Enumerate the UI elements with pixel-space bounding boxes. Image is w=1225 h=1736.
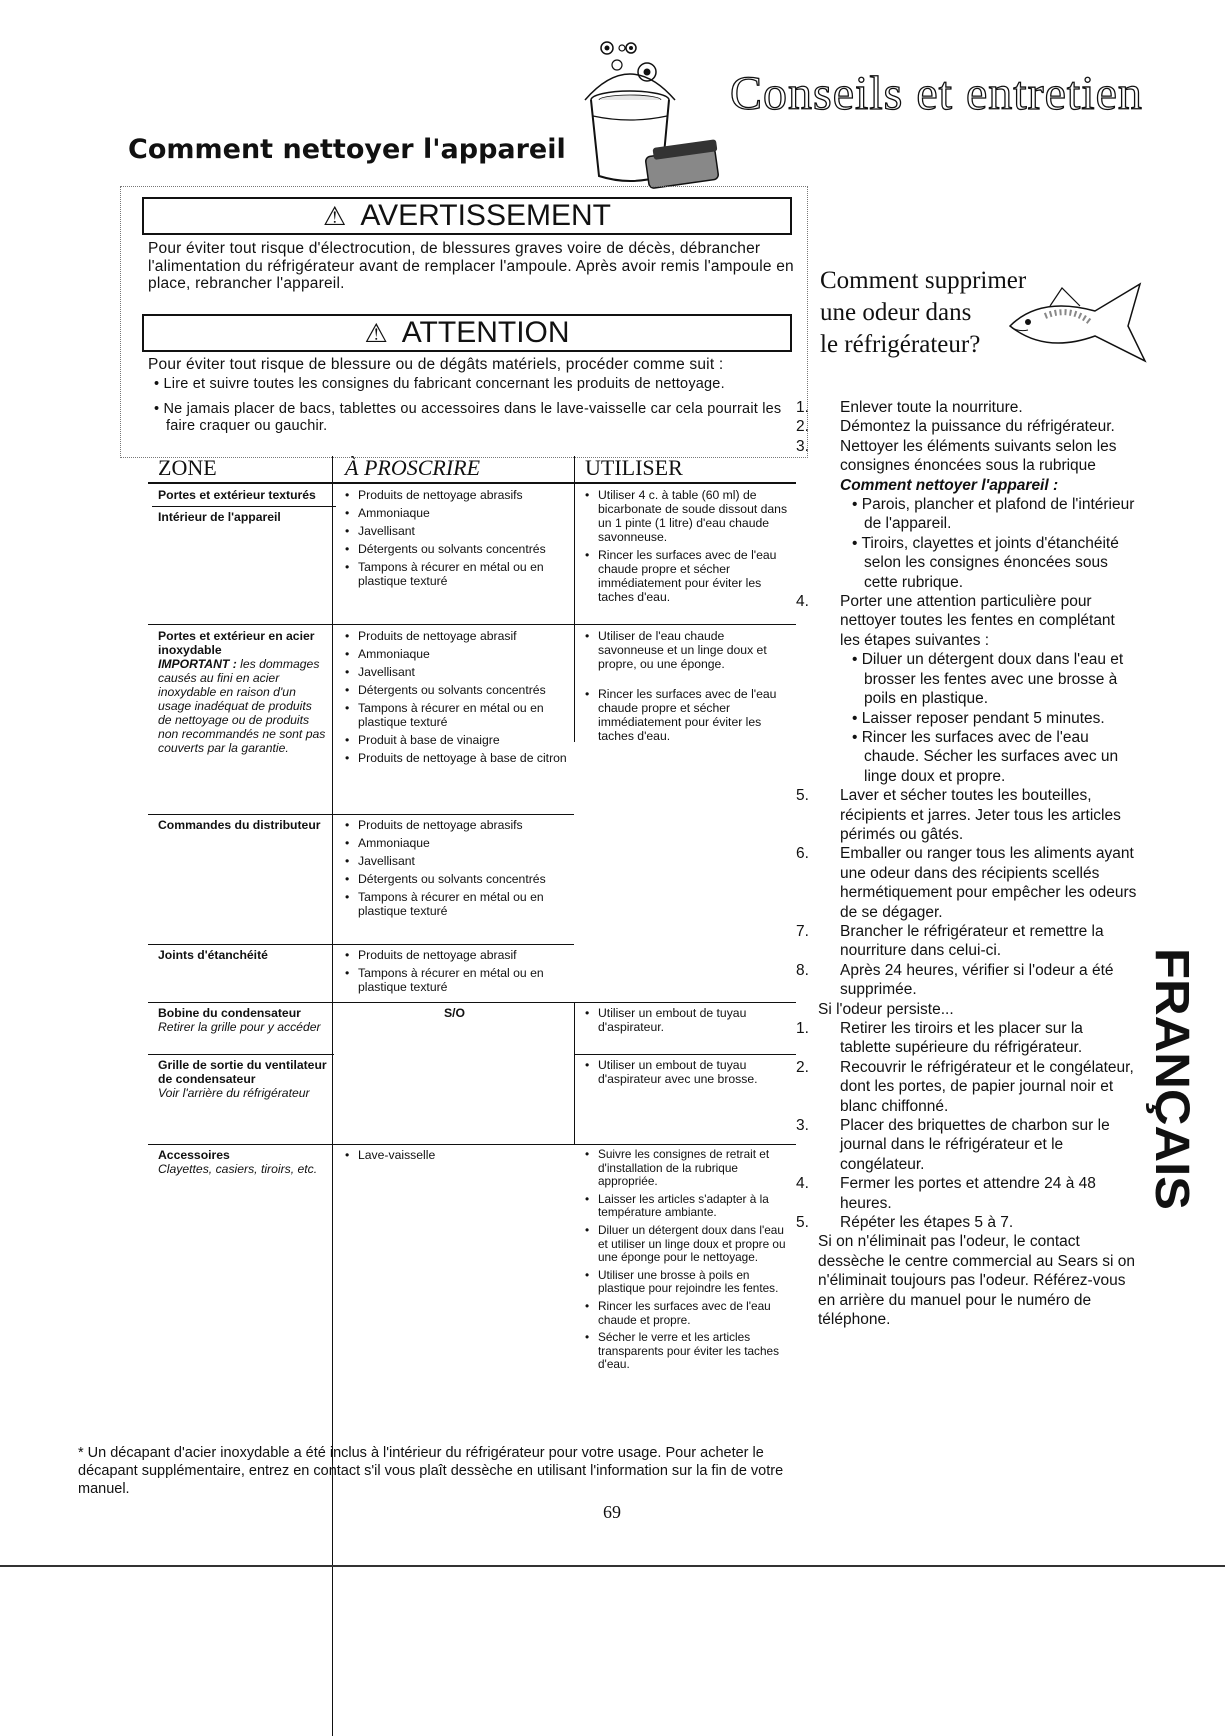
table-cell-zone: Joints d'étanchéité (158, 948, 268, 962)
list-item: 5. Laver et sécher toutes les bouteilles, récipients et jarres. Jeter tous les articles périmés ou gâtés. (796, 787, 1121, 843)
list-item: • Produits de nettoyage abrasifs (342, 818, 567, 832)
column-header-zone: ZONE (158, 455, 217, 480)
list-item: • Utiliser un embout de tuyau d'aspirateur avec une brosse. (582, 1058, 792, 1086)
table-cell-use (582, 488, 792, 608)
table-cell-zone: Portes et extérieur texturés Intérieur de l'appareil (158, 488, 326, 524)
list-item: • Tampons à récurer en métal ou en plastique texturé (342, 560, 567, 588)
table-cell-use (582, 629, 792, 747)
list-item: • Produits de nettoyage abrasif (342, 629, 567, 643)
list-item: 4. Fermer les portes et attendre 24 à 48 heures. (796, 1175, 1096, 1212)
persist-label: Si l'odeur persiste... (818, 1000, 954, 1018)
list-item: • Produits de nettoyage à base de citron (342, 751, 567, 765)
list-item: • Lire et suivre toutes les consignes du fabricant concernant les produits de nettoyage. (154, 375, 725, 392)
list-item: • Tampons à récurer en métal ou en plastique texturé (342, 966, 567, 994)
caution-text: Pour éviter tout risque de blessure ou de dégâts matériels, procéder comme suit : (148, 356, 724, 373)
column-divider (574, 1002, 575, 1144)
list-item: • Rincer les surfaces avec de l'eau chaude propre et sécher immédiatement pour éviter les taches d'eau. (582, 548, 792, 604)
list-item: 2. Démontez la puissance du réfrigérateur. (796, 418, 1115, 436)
table-cell-avoid (342, 488, 567, 592)
caution-title: ATTENTION (401, 316, 570, 349)
list-item: 1. Enlever toute la nourriture. (796, 399, 1023, 416)
list-item: • Laisser les articles s'adapter à la température ambiante. (582, 1193, 792, 1220)
column-header-use: UTILISER (585, 455, 683, 480)
table-cell-avoid (342, 1148, 567, 1166)
list-item: • Suivre les consignes de retrait et d'installation de la rubrique appropriée. (582, 1148, 792, 1189)
list-item: • Parois, plancher et plafond de l'intérieur de l'appareil. (852, 496, 1135, 533)
list-item: 4. Porter une attention particulière pour nettoyer toutes les fentes en complétant les étapes suivantes : (796, 593, 1115, 649)
list-item: • Produit à base de vinaigre (342, 733, 567, 747)
list-item: 3. Nettoyer les éléments suivants selon les consignes énoncées sous la rubrique Comment nettoyer l'appareil : (796, 437, 1117, 494)
warning-triangle-icon: ⚠ (323, 201, 347, 231)
list-item: 8. Après 24 heures, vérifier si l'odeur a été supprimée. (796, 961, 1114, 999)
list-item: 2. Recouvrir le réfrigérateur et le congélateur, dont les portes, de papier journal noir et blanc chiffonné. (796, 1058, 1134, 1115)
list-item: • Détergents ou solvants concentrés (342, 872, 567, 886)
list-item: • Javellisant (342, 524, 567, 538)
column-divider (332, 456, 333, 1736)
list-item: • Utiliser une brosse à poils en plastique pour rejoindre les fentes. (582, 1269, 792, 1296)
section-title: Conseils et entretien (730, 67, 1143, 120)
row-divider (148, 944, 574, 945)
list-item: • Rincer les surfaces avec de l'eau chaude. Sécher les surfaces avec un linge doux et propre. (852, 728, 1119, 785)
list-item: 1. Retirer les tiroirs et les placer sur la tablette supérieure du réfrigérateur. (796, 1020, 1083, 1057)
bottom-rule (0, 1565, 1225, 1567)
list-item: • Ammoniaque (342, 506, 567, 520)
list-item: 3. Placer des briquettes de charbon sur le journal dans le réfrigérateur et le congélateur. (796, 1117, 1110, 1173)
list-item: • Utiliser de l'eau chaude savonneuse et un linge doux et propre, ou une éponge. (582, 629, 792, 671)
odor-instructions (796, 398, 1138, 1330)
list-item: 5. Répéter les étapes 5 à 7. (796, 1214, 1014, 1232)
table-cell-avoid (342, 629, 567, 769)
list-item: • Diluer un détergent doux dans l'eau et brosser les fentes avec une brosse à poils en plastique. (852, 651, 1124, 708)
list-item: • Tampons à récurer en métal ou en plastique texturé (342, 701, 567, 729)
list-item: • Ammoniaque (342, 836, 567, 850)
row-divider (574, 1054, 796, 1055)
caution-banner (142, 314, 792, 352)
language-tab (1140, 948, 1200, 1210)
table-cell-use (582, 1058, 792, 1090)
list-item: • Lave-vaisselle (342, 1148, 567, 1162)
table-cell-avoid (342, 948, 567, 998)
list-item: • Rincer les surfaces avec de l'eau chaude propre et sécher immédiatement pour éviter les taches d'eau. (582, 687, 792, 743)
row-divider (148, 1144, 796, 1145)
page-number: 69 (603, 1502, 621, 1522)
table-cell-use (582, 1148, 792, 1376)
odor-closing: Si on n'éliminait pas l'odeur, le contact dessèche le centre commercial au Sears si on n'éliminait toujours pas l'odeur. Référez-vous en arrière du manuel pour le numéro de téléphone. (818, 1233, 1136, 1329)
row-divider (148, 814, 574, 815)
caution-triangle-icon: ⚠ (364, 318, 388, 348)
table-cell-avoid (342, 818, 567, 922)
list-item: • Produits de nettoyage abrasifs (342, 488, 567, 502)
list-item: • Sécher le verre et les articles transparents pour éviter les taches d'eau. (582, 1331, 792, 1372)
odor-section-title: Comment supprimer une odeur dans le réfrigérateur? (820, 267, 1027, 358)
page-subtitle: Comment nettoyer l'appareil (128, 134, 566, 165)
list-item: • Javellisant (342, 665, 567, 679)
list-item: • Tampons à récurer en métal ou en plastique texturé (342, 890, 567, 918)
list-item: • Laisser reposer pendant 5 minutes. (852, 709, 1105, 727)
list-item: • Utiliser un embout de tuyau d'aspirateur. (582, 1006, 792, 1034)
column-header-avoid: À PROSCRIRE (345, 455, 481, 480)
list-item: • Tiroirs, clayettes et joints d'étanchéité selon les consignes énoncées sous cette rubrique. (852, 534, 1119, 591)
caution-list (148, 376, 798, 435)
fish-icon (1000, 276, 1150, 366)
bucket-icon (575, 40, 735, 190)
row-divider (148, 624, 796, 625)
table-cell-avoid: S/O (444, 1006, 465, 1020)
list-item: • Rincer les surfaces avec de l'eau chaude et propre. (582, 1300, 792, 1327)
row-divider (148, 1054, 334, 1055)
warning-title: AVERTISSEMENT (360, 199, 611, 232)
language-tab-label: FRANÇAIS (1145, 948, 1198, 1196)
footnote: * Un décapant d'acier inoxydable a été inclus à l'intérieur du réfrigérateur pour votre usage. Pour acheter le décapant supplémentaire, entrez en contact s'il vous plaît dessèche en utilisant l'information sur la fin de votre manuel. (78, 1445, 784, 1497)
table-cell-use (582, 1006, 792, 1038)
caution-body (148, 356, 798, 435)
column-divider (574, 456, 575, 742)
table-cell-zone: Bobine du condensateur Retirer la grille pour y accéder (158, 1006, 321, 1034)
table-cell-zone: Commandes du distributeur (158, 818, 321, 832)
list-item: 7. Brancher le réfrigérateur et remettre la nourriture dans celui-ci. (796, 922, 1104, 960)
list-item: • Diluer un détergent doux dans l'eau et utiliser un linge doux et propre ou une éponge pour le nettoyage. (582, 1224, 792, 1265)
list-item: • Javellisant (342, 854, 567, 868)
list-item: • Produits de nettoyage abrasif (342, 948, 567, 962)
list-item: • Détergents ou solvants concentrés (342, 542, 567, 556)
table-cell-zone: Portes et extérieur en acier inoxydable IMPORTANT : les dommages causés au fini en acier inoxydable en raison d'un usage inadéquat de produits de nettoyage ou de produits non recommandés ne sont pas couverts par la garantie. (158, 629, 326, 755)
list-item: • Détergents ou solvants concentrés (342, 683, 567, 697)
warning-banner (142, 197, 792, 235)
table-header-rule (148, 482, 796, 484)
list-item: 6. Emballer ou ranger tous les aliments ayant une odeur dans des récipients scellés hermétiquement pour empêcher les odeurs de se dégager. (796, 845, 1137, 921)
row-divider (148, 1002, 796, 1003)
list-item: • Utiliser 4 c. à table (60 ml) de bicarbonate de soude dissout dans un 1 pinte (1 litre) d'eau chaude savonneuse. (582, 488, 792, 544)
list-item: • Ne jamais placer de bacs, tablettes ou accessoires dans le lave-vaisselle car cela pourrait les faire craquer ou gauchir. (154, 400, 782, 434)
table-cell-zone: Accessoires Clayettes, casiers, tiroirs, etc. (158, 1148, 318, 1176)
warning-text: Pour éviter tout risque d'électrocution, de blessures graves voire de décès, débrancher l'alimentation du réfrigérateur avant de remplacer l'ampoule. Après avoir remis l'ampoule en place, rebrancher l'appareil. (148, 240, 794, 292)
table-cell-zone: Grille de sortie du ventilateur de condensateur Voir l'arrière du réfrigérateur (158, 1058, 327, 1100)
list-item: • Ammoniaque (342, 647, 567, 661)
